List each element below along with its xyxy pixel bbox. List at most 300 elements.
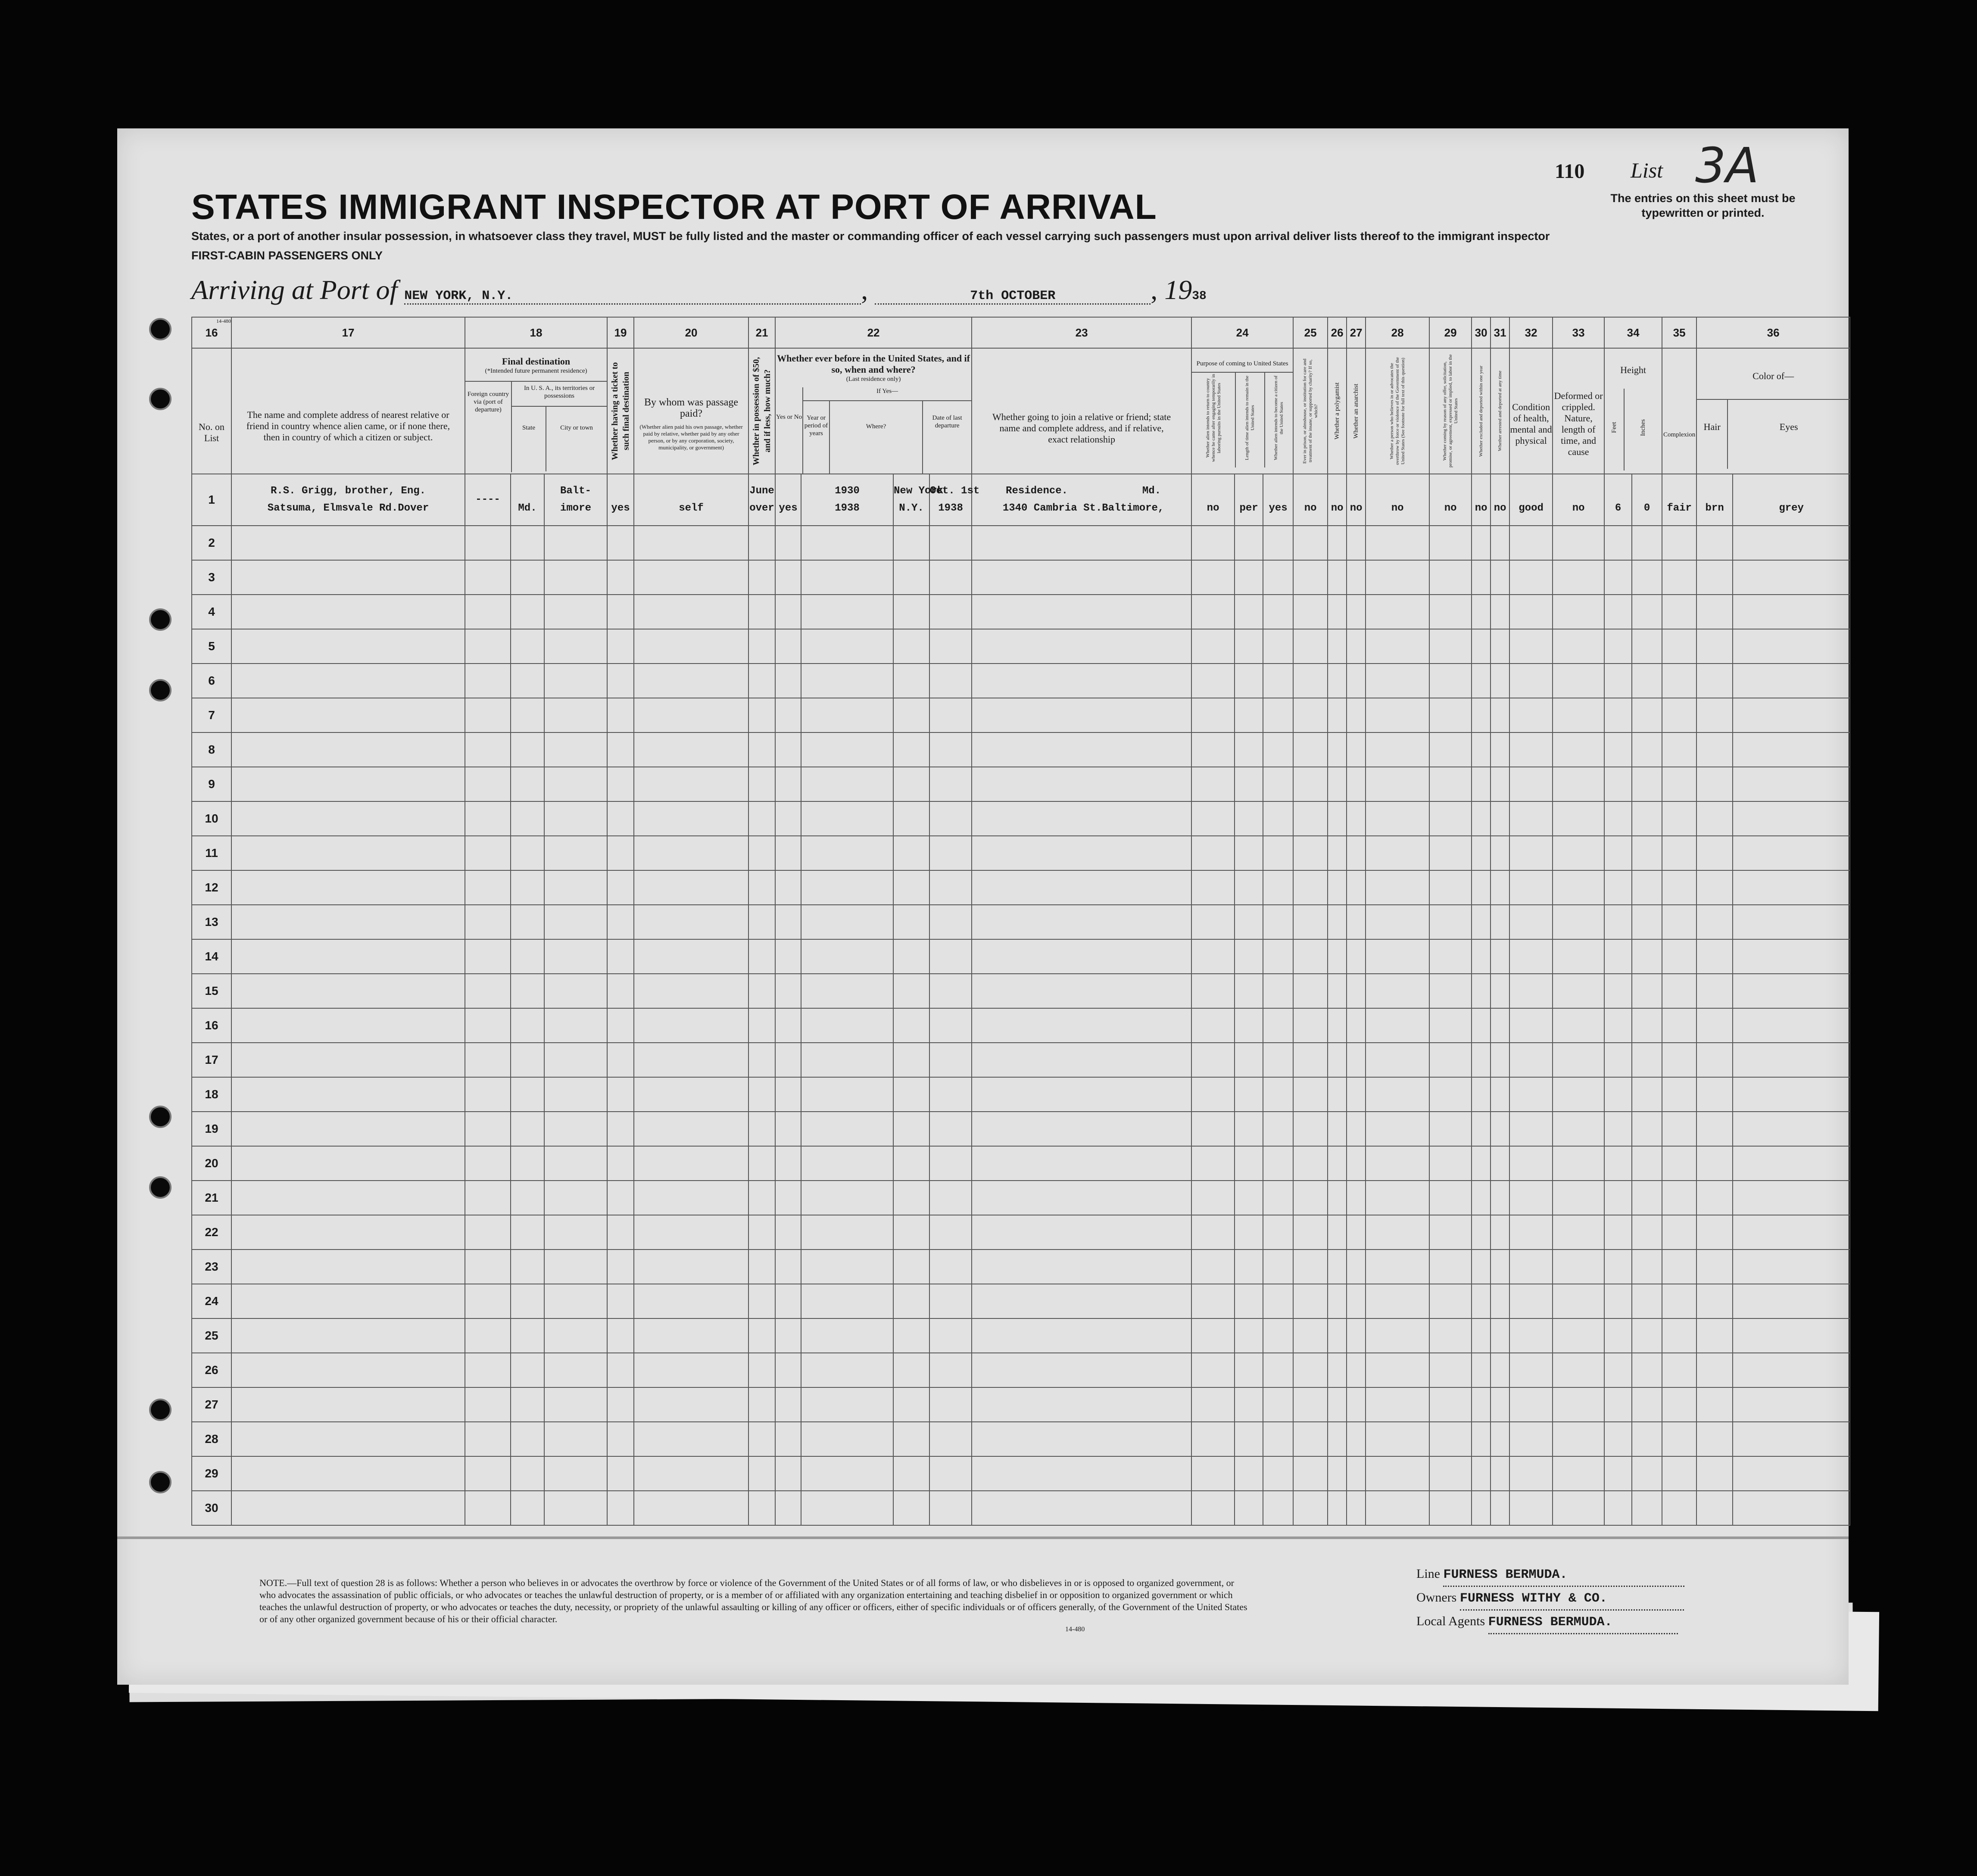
empty-cell — [1509, 1491, 1553, 1525]
empty-cell — [1662, 1491, 1696, 1525]
empty-cell — [893, 836, 929, 870]
empty-cell — [231, 664, 465, 698]
empty-cell — [1293, 1318, 1328, 1353]
empty-cell — [1604, 870, 1632, 905]
empty-cell — [893, 801, 929, 836]
page-title: STATES IMMIGRANT INSPECTOR AT PORT OF ARRIVAL — [191, 187, 1157, 227]
empty-cell — [1733, 1250, 1850, 1284]
header-final-destination: Final destination (*Intended future permanent residence) Foreign country via (port of departure) In U. S. A., its territories or possessions State City or town — [465, 348, 607, 474]
empty-cell — [748, 974, 775, 1008]
empty-cell — [1328, 560, 1347, 595]
empty-cell — [511, 1077, 544, 1112]
empty-cell — [1472, 1318, 1491, 1353]
empty-cell — [748, 801, 775, 836]
empty-cell — [972, 1456, 1191, 1491]
empty-cell — [465, 732, 511, 767]
empty-cell — [1293, 664, 1328, 698]
empty-cell — [1733, 1456, 1850, 1491]
empty-cell — [1191, 1456, 1235, 1491]
empty-cell — [465, 939, 511, 974]
empty-cell — [972, 664, 1191, 698]
empty-cell — [1366, 1181, 1429, 1215]
eyes-value: grey — [1733, 474, 1850, 526]
empty-cell — [775, 664, 801, 698]
table-row — [192, 1318, 1850, 1353]
empty-cell — [1733, 1284, 1850, 1318]
empty-cell — [929, 939, 972, 974]
table-row — [192, 1250, 1850, 1284]
empty-cell — [1366, 870, 1429, 905]
empty-cell — [1366, 1250, 1429, 1284]
empty-cell — [1509, 870, 1553, 905]
list-number: 3A — [1695, 138, 1759, 194]
empty-cell — [1509, 1318, 1553, 1353]
ticket-value: yes — [607, 474, 634, 526]
table-row — [192, 939, 1850, 974]
empty-cell — [1191, 1422, 1235, 1456]
empty-cell — [1491, 595, 1509, 629]
form-code-top: 14-480 — [216, 318, 231, 324]
empty-cell — [1491, 1215, 1509, 1250]
empty-cell — [972, 836, 1191, 870]
empty-cell — [607, 1422, 634, 1456]
empty-cell — [748, 732, 775, 767]
anarchist-value: no — [1347, 474, 1366, 526]
empty-cell — [1604, 974, 1632, 1008]
empty-cell — [1553, 767, 1604, 801]
empty-cell — [1263, 1491, 1293, 1525]
empty-cell — [1347, 905, 1366, 939]
empty-cell — [607, 1387, 634, 1422]
empty-cell — [801, 1422, 893, 1456]
empty-cell — [634, 1318, 748, 1353]
empty-cell — [1263, 1008, 1293, 1043]
empty-cell — [607, 974, 634, 1008]
row-number: 30 — [192, 1491, 231, 1525]
binder-hole — [149, 1399, 172, 1421]
empty-cell — [465, 595, 511, 629]
empty-cell — [511, 1422, 544, 1456]
empty-cell — [929, 1043, 972, 1077]
empty-cell — [893, 1215, 929, 1250]
empty-cell — [231, 939, 465, 974]
empty-cell — [775, 1077, 801, 1112]
empty-cell — [1191, 836, 1235, 870]
empty-cell — [1553, 560, 1604, 595]
empty-cell — [972, 560, 1191, 595]
empty-cell — [1347, 664, 1366, 698]
empty-cell — [1553, 1077, 1604, 1112]
empty-cell — [607, 526, 634, 560]
empty-cell — [1491, 1353, 1509, 1387]
col-number: 23 — [972, 317, 1191, 348]
empty-cell — [544, 664, 607, 698]
header-color: Color of— Hair Eyes — [1696, 348, 1850, 474]
empty-cell — [801, 1043, 893, 1077]
table-row — [192, 1112, 1850, 1146]
empty-cell — [511, 1387, 544, 1422]
table-row — [192, 836, 1850, 870]
empty-cell — [1235, 1181, 1263, 1215]
empty-cell — [1632, 870, 1662, 905]
empty-cell — [1263, 1284, 1293, 1318]
empty-cell — [1263, 1422, 1293, 1456]
empty-cell — [1472, 1215, 1491, 1250]
empty-cell — [801, 629, 893, 664]
empty-cell — [511, 939, 544, 974]
empty-cell — [1604, 629, 1632, 664]
col-number: 18 — [465, 317, 607, 348]
empty-cell — [1263, 732, 1293, 767]
empty-cell — [929, 1250, 972, 1284]
empty-cell — [748, 1250, 775, 1284]
empty-cell — [801, 1284, 893, 1318]
empty-cell — [929, 526, 972, 560]
empty-cell — [1604, 526, 1632, 560]
col-number: 27 — [1347, 317, 1366, 348]
empty-cell — [1191, 767, 1235, 801]
empty-cell — [607, 1008, 634, 1043]
empty-cell — [1347, 1215, 1366, 1250]
empty-cell — [1191, 1043, 1235, 1077]
empty-cell — [607, 595, 634, 629]
empty-cell — [1472, 1491, 1491, 1525]
empty-cell — [1293, 1112, 1328, 1146]
port-of-arrival: NEW YORK, N.Y. — [404, 289, 861, 305]
empty-cell — [1662, 870, 1696, 905]
header-overthrow: Whether a person who believes in or advocates the overthrow by force or violence of the Government of the United States (See footnote for full text of this question) — [1366, 348, 1429, 474]
empty-cell — [1733, 595, 1850, 629]
empty-cell — [1472, 1387, 1491, 1422]
empty-cell — [1366, 1353, 1429, 1387]
empty-cell — [1509, 1456, 1553, 1491]
empty-cell — [1472, 1353, 1491, 1387]
empty-cell — [775, 870, 801, 905]
empty-cell — [607, 939, 634, 974]
empty-cell — [748, 1491, 775, 1525]
empty-cell — [1509, 1043, 1553, 1077]
empty-cell — [1662, 905, 1696, 939]
empty-cell — [511, 1456, 544, 1491]
empty-cell — [1328, 1077, 1347, 1112]
empty-cell — [1553, 629, 1604, 664]
empty-cell — [1328, 1250, 1347, 1284]
empty-cell — [465, 664, 511, 698]
empty-cell — [1604, 1146, 1632, 1181]
empty-cell — [465, 1043, 511, 1077]
empty-cell — [511, 698, 544, 732]
empty-cell — [634, 1112, 748, 1146]
row-number: 8 — [192, 732, 231, 767]
empty-cell — [1509, 595, 1553, 629]
empty-cell — [748, 1181, 775, 1215]
empty-cell — [511, 1353, 544, 1387]
empty-cell — [1429, 560, 1472, 595]
empty-cell — [231, 1422, 465, 1456]
row-number: 1 — [192, 474, 231, 526]
empty-cell — [1632, 1008, 1662, 1043]
empty-cell — [1733, 732, 1850, 767]
col-number: 22 — [775, 317, 972, 348]
empty-cell — [1632, 1146, 1662, 1181]
empty-cell — [1491, 664, 1509, 698]
empty-cell — [1429, 801, 1472, 836]
empty-cell — [775, 974, 801, 1008]
empty-cell — [1553, 732, 1604, 767]
empty-cell — [1429, 905, 1472, 939]
empty-cell — [1604, 1112, 1632, 1146]
empty-cell — [1191, 870, 1235, 905]
header-polygamist: Whether a polygamist — [1328, 348, 1347, 474]
empty-cell — [607, 801, 634, 836]
empty-cell — [1553, 1112, 1604, 1146]
empty-cell — [1328, 1181, 1347, 1215]
empty-cell — [748, 836, 775, 870]
empty-cell — [1604, 801, 1632, 836]
empty-cell — [1328, 836, 1347, 870]
empty-cell — [1553, 664, 1604, 698]
empty-cell — [1733, 664, 1850, 698]
table-row — [192, 1008, 1850, 1043]
table-row — [192, 526, 1850, 560]
column-header-row — [192, 348, 1850, 474]
empty-cell — [1632, 801, 1662, 836]
empty-cell — [511, 1146, 544, 1181]
empty-cell — [1347, 1353, 1366, 1387]
empty-cell — [1366, 1112, 1429, 1146]
empty-cell — [1429, 1353, 1472, 1387]
empty-cell — [1632, 1043, 1662, 1077]
empty-cell — [1632, 767, 1662, 801]
empty-cell — [1263, 595, 1293, 629]
empty-cell — [1604, 1077, 1632, 1112]
empty-cell — [1696, 1146, 1733, 1181]
empty-cell — [1191, 1146, 1235, 1181]
row-number: 10 — [192, 801, 231, 836]
empty-cell — [972, 1215, 1191, 1250]
empty-cell — [1696, 1077, 1733, 1112]
empty-cell — [929, 595, 972, 629]
binder-hole — [149, 679, 172, 701]
empty-cell — [929, 1318, 972, 1353]
empty-cell — [231, 526, 465, 560]
empty-cell — [893, 1387, 929, 1422]
empty-cell — [1293, 1353, 1328, 1387]
empty-cell — [972, 1422, 1191, 1456]
empty-cell — [1263, 698, 1293, 732]
empty-cell — [1696, 526, 1733, 560]
empty-cell — [1328, 526, 1347, 560]
empty-cell — [634, 1387, 748, 1422]
empty-cell — [972, 870, 1191, 905]
empty-cell — [1604, 1250, 1632, 1284]
empty-cell — [465, 629, 511, 664]
before-us-value: yes — [775, 474, 801, 526]
empty-cell — [775, 1284, 801, 1318]
empty-cell — [1429, 1491, 1472, 1525]
empty-cell — [1191, 1353, 1235, 1387]
empty-cell — [1347, 767, 1366, 801]
empty-cell — [1696, 1043, 1733, 1077]
empty-cell — [748, 1077, 775, 1112]
empty-cell — [972, 1250, 1191, 1284]
row-number: 11 — [192, 836, 231, 870]
empty-cell — [465, 870, 511, 905]
empty-cell — [1509, 1250, 1553, 1284]
empty-cell — [929, 1077, 972, 1112]
empty-cell — [1509, 1422, 1553, 1456]
col-number: 31 — [1491, 317, 1509, 348]
empty-cell — [1328, 801, 1347, 836]
empty-cell — [1509, 526, 1553, 560]
empty-cell — [1235, 939, 1263, 974]
empty-cell — [801, 1456, 893, 1491]
empty-cell — [511, 1112, 544, 1146]
empty-cell — [1328, 1215, 1347, 1250]
polygamist-value: no — [1328, 474, 1347, 526]
empty-cell — [1491, 905, 1509, 939]
empty-cell — [465, 1387, 511, 1422]
empty-cell — [775, 767, 801, 801]
empty-cell — [1235, 526, 1263, 560]
empty-cell — [1553, 1181, 1604, 1215]
col-number: 36 — [1696, 317, 1850, 348]
empty-cell — [1733, 1318, 1850, 1353]
empty-cell — [1191, 1318, 1235, 1353]
empty-cell — [748, 1215, 775, 1250]
relative-address: R.S. Grigg, brother, Eng. Satsuma, Elmsvale Rd.Dover — [231, 474, 465, 526]
passenger-class: FIRST-CABIN PASSENGERS ONLY — [191, 249, 383, 262]
empty-cell — [1472, 664, 1491, 698]
empty-cell — [1553, 1043, 1604, 1077]
empty-cell — [1263, 1077, 1293, 1112]
empty-cell — [1662, 1387, 1696, 1422]
empty-cell — [1632, 595, 1662, 629]
empty-cell — [1191, 1112, 1235, 1146]
empty-cell — [511, 801, 544, 836]
table-row — [192, 1284, 1850, 1318]
empty-cell — [1328, 732, 1347, 767]
empty-cell — [1604, 1422, 1632, 1456]
empty-cell — [1235, 1353, 1263, 1387]
empty-cell — [1263, 1043, 1293, 1077]
empty-cell — [1632, 1456, 1662, 1491]
empty-cell — [544, 1077, 607, 1112]
empty-cell — [1553, 1284, 1604, 1318]
empty-cell — [1509, 836, 1553, 870]
empty-cell — [775, 732, 801, 767]
empty-cell — [893, 560, 929, 595]
empty-cell — [1662, 698, 1696, 732]
empty-cell — [1328, 1353, 1347, 1387]
header-passage-paid: By whom was passage paid? (Whether alien paid his own passage, whether paid by relative, whether paid by any other person, or by any corporation, society, municipality, or government) — [634, 348, 748, 474]
empty-cell — [1491, 1112, 1509, 1146]
empty-cell — [1733, 560, 1850, 595]
empty-cell — [634, 732, 748, 767]
empty-cell — [1235, 1112, 1263, 1146]
empty-cell — [465, 1008, 511, 1043]
empty-cell — [1366, 1491, 1429, 1525]
empty-cell — [1328, 1284, 1347, 1318]
empty-cell — [1604, 1284, 1632, 1318]
empty-cell — [1632, 732, 1662, 767]
empty-cell — [607, 698, 634, 732]
empty-cell — [1191, 1077, 1235, 1112]
empty-cell — [1191, 732, 1235, 767]
empty-cell — [1347, 1284, 1366, 1318]
empty-cell — [544, 974, 607, 1008]
table-row — [192, 595, 1850, 629]
empty-cell — [775, 1250, 801, 1284]
empty-cell — [748, 1008, 775, 1043]
empty-cell — [544, 1284, 607, 1318]
empty-cell — [775, 698, 801, 732]
empty-cell — [1491, 1491, 1509, 1525]
empty-cell — [607, 1077, 634, 1112]
empty-cell — [1509, 1215, 1553, 1250]
col-number: 33 — [1553, 317, 1604, 348]
table-row — [192, 801, 1850, 836]
empty-cell — [775, 595, 801, 629]
money-value: June over — [748, 474, 775, 526]
empty-cell — [1662, 560, 1696, 595]
empty-cell — [1632, 629, 1662, 664]
empty-cell — [1733, 1077, 1850, 1112]
empty-cell — [1472, 595, 1491, 629]
empty-cell — [1632, 664, 1662, 698]
empty-cell — [1472, 1112, 1491, 1146]
empty-cell — [1191, 1008, 1235, 1043]
empty-cell — [1662, 664, 1696, 698]
empty-cell — [634, 870, 748, 905]
empty-cell — [801, 1353, 893, 1387]
empty-cell — [1509, 905, 1553, 939]
empty-cell — [1328, 905, 1347, 939]
empty-cell — [801, 560, 893, 595]
binder-hole — [149, 608, 172, 631]
empty-cell — [1191, 1181, 1235, 1215]
empty-cell — [634, 767, 748, 801]
empty-cell — [1662, 1146, 1696, 1181]
line-label: Line — [1416, 1567, 1440, 1581]
empty-cell — [231, 1146, 465, 1181]
empty-cell — [1662, 801, 1696, 836]
empty-cell — [929, 767, 972, 801]
empty-cell — [893, 1181, 929, 1215]
empty-cell — [1553, 1215, 1604, 1250]
empty-cell — [1553, 836, 1604, 870]
empty-cell — [465, 1318, 511, 1353]
empty-cell — [1235, 1387, 1263, 1422]
empty-cell — [634, 629, 748, 664]
empty-cell — [775, 1008, 801, 1043]
empty-cell — [1347, 801, 1366, 836]
empty-cell — [1632, 1077, 1662, 1112]
empty-cell — [1553, 595, 1604, 629]
empty-cell — [231, 767, 465, 801]
empty-cell — [748, 1284, 775, 1318]
row-number: 25 — [192, 1318, 231, 1353]
row-number: 6 — [192, 664, 231, 698]
empty-cell — [1328, 1146, 1347, 1181]
empty-cell — [1328, 595, 1347, 629]
table-row — [192, 732, 1850, 767]
empty-cell — [231, 1456, 465, 1491]
header-excluded: Whether excluded and deported within one year — [1472, 348, 1491, 474]
empty-cell — [511, 664, 544, 698]
empty-cell — [1429, 1387, 1472, 1422]
empty-cell — [1733, 836, 1850, 870]
